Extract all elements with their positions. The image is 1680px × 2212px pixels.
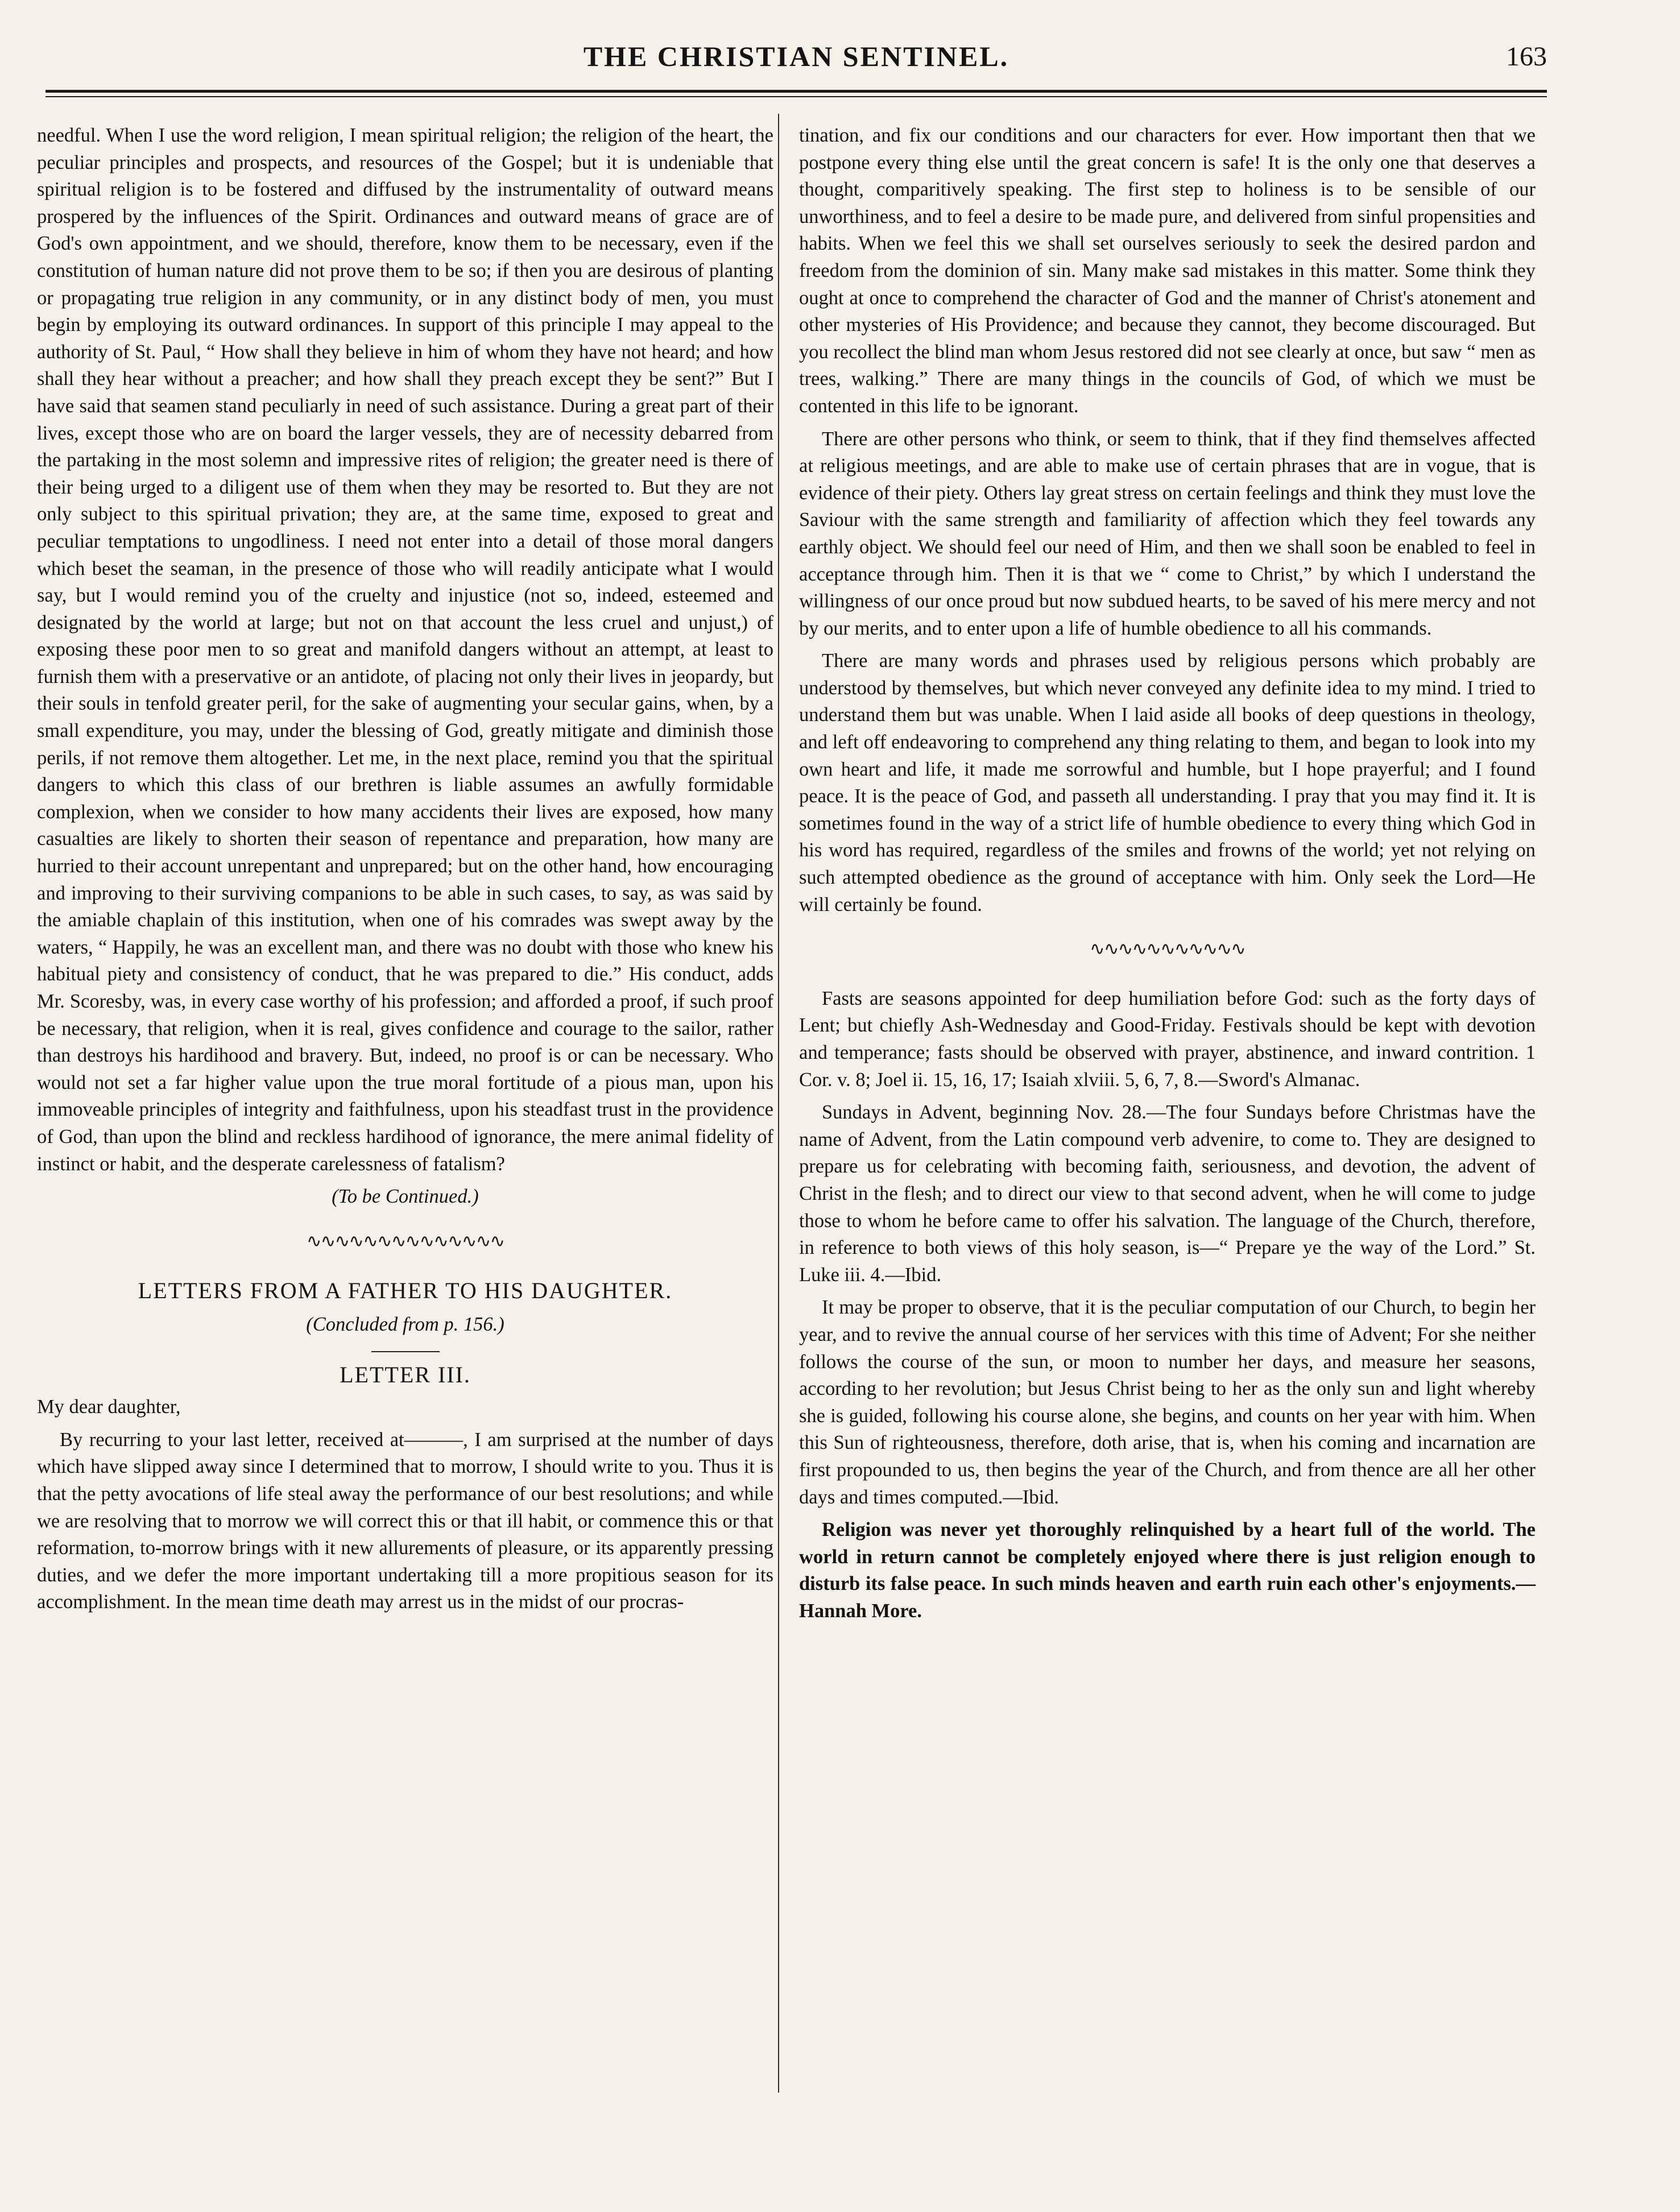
section-ornament-right: ∿∿∿∿∿∿∿∿∿∿∿ bbox=[1090, 938, 1245, 959]
header-rule bbox=[45, 90, 1547, 97]
column-divider bbox=[778, 114, 779, 2093]
right-column bbox=[799, 122, 1536, 1630]
short-rule bbox=[371, 1351, 440, 1352]
fasts-paragraph: Fasts are seasons appointed for deep humiliation before God: such as the forty days of Lent; but chiefly Ash-Wednesday and Good-Friday. Festivals should be kept with devotion and temperance; fasts should be observed with prayer, abstinence, and inward contrition. 1 Cor. v. 8; Joel ii. 15, 16, 17; Isaiah xlviii. 5, 6, 7, 8.—Sword's Almanac. bbox=[799, 987, 1536, 1091]
letter-salutation: My dear daughter, bbox=[37, 1396, 181, 1418]
page-number: 163 bbox=[1506, 42, 1547, 72]
left-column bbox=[37, 122, 773, 1622]
letter-continuation-paragraph: tination, and fix our conditions and our characters for ever. How important then that we postpone every thing else until the great concern is safe! It is the only one that deserves a thought, comparitively speaking. The first step to holiness is to be sensible of our unworthiness, and to feel a desire to be made pure, and delivered from sinful propensities and habits. When we feel this we shall set ourselves seriously to seek the desired pardon and freedom from the dominion of sin. Many make sad mistakes in this matter. Some think they ought at once to comprehend the character of God and the manner of Christ's atonement and other mysteries of His Providence; and because they cannot, they become discouraged. But you recollect the blind man whom Jesus restored did not see clearly at once, but saw “ men as trees, walking.” There are many things in the councils of God, of which we must be contented in this life to be ignorant. bbox=[799, 125, 1536, 417]
letters-title: LETTERS FROM A FATHER TO HIS DAUGHTER. bbox=[138, 1278, 673, 1304]
advent-paragraph: Sundays in Advent, beginning Nov. 28.—The four Sundays before Christmas have the name of Advent, from the Latin compound verb advenire, to come to. They are designed to prepare us for celebrating with becoming faith, seriousness, and devotion, the advent of Christ in the flesh; and to direct our view to that second advent, when he will come to judge those to whom he before came to offer his salvation. The language of the Church, therefore, in reference to both views of this holy season, is—“ Prepare ye the way of the Lord.” St. Luke iii. 4.—Ibid. bbox=[799, 1101, 1536, 1286]
seamen-sermon-paragraph: needful. When I use the word religion, I mean spiritual religion; the religion of the heart, the peculiar principles and prospects, and resources of the Gospel; but it is undeniable that spiritual religion is to be fostered and diffused by the instrumentality of outward means prospered by the influences of the Spirit. Ordinances and outward means of grace are of God's own appointment, and we should, therefore, know them to be necessary, even if the constitution of human nature did not prove them to be so; if then you are desirous of planting or propagating true religion in any community, or in any distinct body of men, you must begin by employing its outward ordinances. In support of this principle I may appeal to the authority of St. Paul, “ How shall they believe in him of whom they have not heard; and how shall they hear without a preacher; and how shall they preach except they be sent?” But I have said that seamen stand peculiarly in need of such assistance. During a great part of their lives, except those who are on board the larger vessels, they are of necessity debarred from the partaking in the most solemn and impressive rites of religion; the greater need is there of their being urged to a diligent use of them when they may be resorted to. But they are not only subject to this spiritual privation; they are, at the same time, exposed to great and peculiar temptations to ungodliness. I need not enter into a detail of those moral dangers which beset the seaman, in the presence of those who will readily anticipate what I would say, but I would remind you of the cruelty and injustice (not so, indeed, esteemed and designated by the world at large; but not on that account the less cruel and unjust,) of exposing these poor men to so great and manifold dangers without an attempt, at least to furnish them with a preservative or an antidote, of placing not only their lives in jeopardy, but their souls in tenfold greater peril, for the sake of augmenting your secular gains, when, by a small expenditure, you may, under the blessing of God, greatly mitigate and diminish those perils, if not remove them altogether. Let me, in the next place, remind you that the spiritual dangers to which this class of our brethren is liable assumes an awfully formidable complexion, when we consider to how many accidents their lives are exposed, how many casualties are likely to shorten their season of repentance and preparation, how many are hurried to their account unrepentant and unprepared; but on the other hand, how encouraging and improving to their surviving companions to be able in such cases, to say, as was said by the amiable chaplain of this institution, when one of his comrades was swept away by the waters, “ Happily, he was an excellent man, and there was no doubt with those who knew his habitual piety and consistency of conduct, that he was prepared to die.” His conduct, adds Mr. Scoresby, was, in every case worthy of his profession; and afforded a proof, if such proof be necessary, that religion, when it is real, gives confidence and courage to the sailor, rather than destroys his hardihood and bravery. But, indeed, no proof is or can be necessary. Who would not set a far higher value upon the true moral fortitude of a pious man, upon his immoveable principles of integrity and faithfulness, upon his steadfast trust in the providence of God, than upon the blind and reckless hardihood of ignorance, the mere animal fidelity of instinct or habit, and the desperate carelessness of fatalism? bbox=[37, 125, 773, 1175]
to-be-continued: (To be Continued.) bbox=[332, 1186, 479, 1208]
letter-paragraph: By recurring to your last letter, received at———, I am surprised at the number of days which have slipped away since I determined that to morrow, I should write to you. Thus it is that the petty avocations of life steal away the performance of our best resolutions; and while we are resolving that to morrow we will correct this or that ill habit, or commence this or that reformation, to-morrow brings with it new allurements of pleasure, or its apparently pressing duties, and we defer the more important undertaking till a more propitious season for its accomplishment. In the mean time death may arrest us in the midst of our procras- bbox=[37, 1428, 773, 1613]
letter-paragraph-3: There are many words and phrases used by religious persons which probably are understood by themselves, but which never conveyed any definite idea to my mind. I tried to understand them but was unable. When I laid aside all books of deep questions in theology, and left off endeavoring to comprehend any thing relating to them, and began to look into my own heart and life, it made me sorrowful and humble, but I hope prayerful; and I found peace. It is the peace of God, and passeth all understanding. I pray that you may find it. It is sometimes found in the way of a strict life of humble obedience to every thing which God in his word has required, regardless of the smiles and frowns of the world; yet not relying on such attempted obedience as the ground of acceptance with him. Only seek the Lord—He will certainly be found. bbox=[799, 650, 1536, 916]
letter-paragraph-2: There are other persons who think, or seem to think, that if they find themselves affected at religious meetings, and are able to make use of certain phrases that are in vogue, that is evidence of their piety. Others lay great stress on certain feelings and think they must love the Saviour with the same strength and familiarity of affection which they feel towards any earthly object. We should feel our need of Him, and then we shall soon be enabled to feel in acceptance through him. Then it is that we “ come to Christ,” by which I understand the willingness of our once proud but now subdued hearts, to be saved of his mere mercy and not by our merits, and to enter upon a life of humble obedience to all his commands. bbox=[799, 428, 1536, 639]
hannah-more-quote: Religion was never yet thoroughly relinquished by a heart full of the world. The world in return cannot be completely enjoyed where there is just religion enough to disturb its false peace. In such minds heaven and earth ruin each other's enjoyments.—Hannah More. bbox=[799, 1519, 1536, 1622]
page-header bbox=[45, 34, 1547, 97]
running-title: THE CHRISTIAN SENTINEL. bbox=[583, 40, 1009, 72]
letter-number: LETTER III. bbox=[340, 1361, 471, 1387]
church-year-paragraph: It may be proper to observe, that it is the peculiar computation of our Church, to begin her year, and to revive the annual course of her services with this time of Advent; For she neither follows the course of the sun, or moon to number her days, and measure her seasons, according to her revolution; but Jesus Christ being to her as the only sun and light whereby she is guided, following his course alone, she begins, and counts on her year with him. When this Sun of righteousness, therefore, doth arise, that is, when his coming and incarnation are first propounded to us, then begins the year of the Church, and from thence are all her other days and times computed.—Ibid. bbox=[799, 1296, 1536, 1508]
section-ornament: ∿∿∿∿∿∿∿∿∿∿∿∿∿∿ bbox=[306, 1230, 504, 1251]
letters-subtitle: (Concluded from p. 156.) bbox=[306, 1313, 504, 1335]
